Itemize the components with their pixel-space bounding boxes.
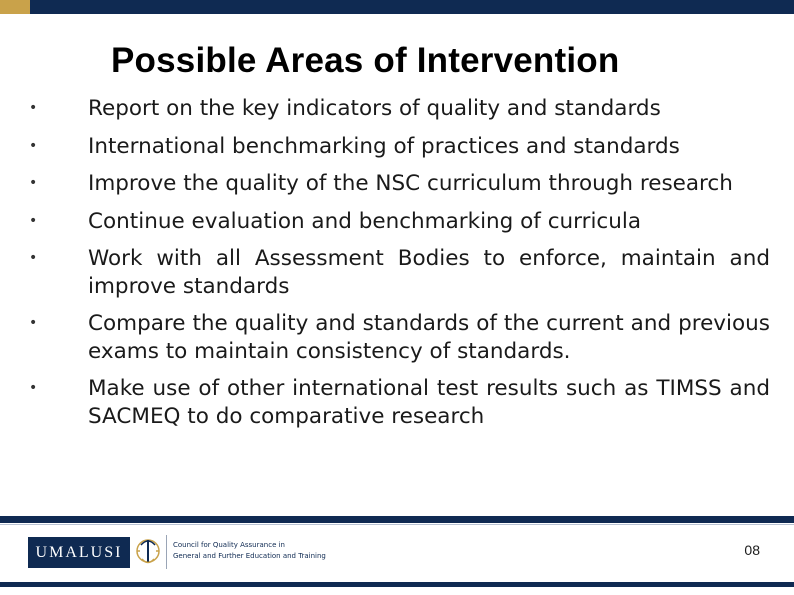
bullet-text: Continue evaluation and benchmarking of curricula <box>88 208 642 234</box>
umalusi-logo <box>28 537 130 568</box>
top-accent-block <box>0 0 30 14</box>
slide-title: Possible Areas of Intervention <box>111 41 620 80</box>
bullet-item <box>22 375 770 430</box>
page-number: 08 <box>744 542 760 558</box>
bullet-text: Improve the quality of the NSC curriculum through research <box>88 171 733 196</box>
bullet-item <box>22 133 770 161</box>
top-bar <box>0 0 794 14</box>
bullet-item <box>22 208 770 236</box>
bullet-item <box>22 170 770 198</box>
bullet-text: Work with all Assessment Bodies to enforce, maintain and improve standards <box>88 246 770 299</box>
bullet-text: Make use of other international test results such as TIMSS and SACMEQ to do comparative research <box>88 376 770 429</box>
bullet-dot-icon: • <box>29 315 38 331</box>
bullet-text: Report on the key indicators of quality and standards <box>88 96 661 121</box>
bullet-item <box>22 245 770 300</box>
bullet-list <box>22 95 770 440</box>
umalusi-emblem-icon <box>133 533 163 571</box>
footer-rule-thin <box>0 524 794 525</box>
org-name-line-2: General and Further Education and Training <box>173 552 326 560</box>
bullet-text: Compare the quality and standards of the current and previous exams to maintain consistency of standards. <box>88 311 770 364</box>
bullet-dot-icon: • <box>29 380 38 396</box>
bullet-item <box>22 95 770 123</box>
bullet-dot-icon: • <box>29 175 38 191</box>
logo-text: UMALUSI <box>35 543 123 561</box>
bullet-item <box>22 310 770 365</box>
bullet-dot-icon: • <box>29 250 38 266</box>
bullet-dot-icon: • <box>29 100 38 116</box>
logo-divider <box>166 535 167 569</box>
bullet-dot-icon: • <box>29 137 38 154</box>
org-name-line-1: Council for Quality Assurance in <box>173 541 285 549</box>
footer-rule-top <box>0 516 794 523</box>
bullet-dot-icon: • <box>29 212 38 229</box>
footer-rule-bottom <box>0 582 794 587</box>
bullet-text: International benchmarking of practices and standards <box>88 133 680 159</box>
